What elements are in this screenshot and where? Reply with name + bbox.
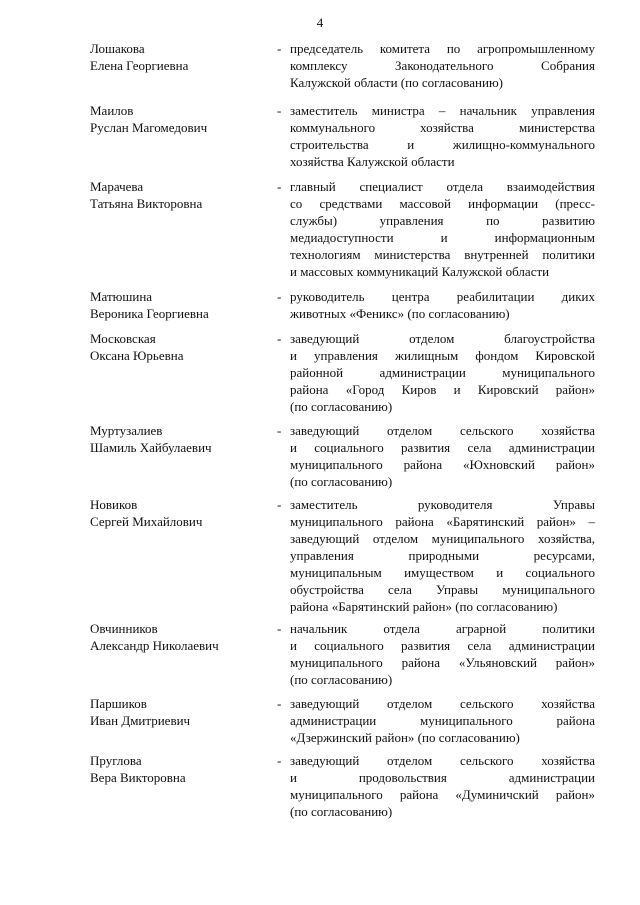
position-line: и массовых коммуникаций Калужской области [290,264,550,279]
position-line: администрации муниципального района [290,713,595,728]
position-line: управления природными ресурсами, [290,548,595,563]
member-surname: Марачева [90,179,144,194]
member-name [90,422,270,456]
position-line: района «Барятинский район» (по согласованию) [290,599,558,614]
position-line: председатель комитета по агропромышленному [290,41,595,56]
member-position [290,695,595,746]
position-line: животных «Феникс» (по согласованию) [290,306,510,321]
member-position [290,752,595,820]
member-given-names: Татьяна Викторовна [90,196,203,211]
position-line: и управления жилищным фондом Кировской [290,348,595,363]
member-position [290,288,595,322]
position-line: района «Город Киров и Кировский район» [290,382,595,397]
list-dash: - [277,753,282,768]
position-line: службы) управления по развитию [290,213,595,228]
member-given-names: Сергей Михайлович [90,514,203,529]
position-line: главный специалист отдела взаимодействия [290,179,595,194]
position-line: районной администрации муниципального [290,365,595,380]
member-name [90,330,270,364]
position-line: и социального развития села администрации [290,638,595,653]
position-line: муниципальным имуществом и социального [290,565,595,580]
position-line: комплексу Законодательного Собрания [290,58,595,73]
member-name [90,496,270,530]
position-line: хозяйства Калужской области [290,154,455,169]
position-line: заведующий отделом муниципального хозяйства, [290,531,595,546]
member-given-names: Елена Георгиевна [90,58,189,73]
member-position [290,620,595,688]
position-line: муниципального района «Ульяновский район» [290,655,595,670]
position-line: муниципального района «Барятинский район» – [290,514,595,529]
member-position [290,496,595,615]
member-surname: Новиков [90,497,138,512]
list-dash: - [277,289,282,304]
member-name [90,40,270,74]
list-dash: - [277,423,282,438]
member-name [90,288,270,322]
position-line: заведующий отделом сельского хозяйства [290,423,595,438]
position-line: обустройства села Управы муниципального [290,582,595,597]
member-surname: Маилов [90,103,134,118]
member-name [90,620,270,654]
member-position [290,422,595,490]
member-given-names: Вероника Георгиевна [90,306,209,321]
member-given-names: Вера Викторовна [90,770,186,785]
position-line: муниципального района «Думиничский район» [290,787,595,802]
position-line: (по согласованию) [290,474,393,489]
member-position [290,330,595,415]
member-given-names: Оксана Юрьевна [90,348,184,363]
member-name [90,752,270,786]
position-line: Калужской области (по согласованию) [290,75,503,90]
list-dash: - [277,41,282,56]
position-line: и продовольствия администрации [290,770,595,785]
list-dash: - [277,696,282,711]
position-line: строительства и жилищно-коммунального [290,137,595,152]
page-number: 4 [316,15,324,30]
member-given-names: Александр Николаевич [90,638,219,653]
member-name [90,695,270,729]
member-surname: Овчинников [90,621,158,636]
member-name [90,178,270,212]
member-position [290,40,595,91]
member-position [290,178,595,280]
list-dash: - [277,331,282,346]
list-dash: - [277,621,282,636]
position-line: заведующий отделом сельского хозяйства [290,753,595,768]
member-surname: Лошакова [90,41,145,56]
list-dash: - [277,179,282,194]
position-line: со средствами массовой информации (пресс- [290,196,595,211]
position-line: и социального развития села администрации [290,440,595,455]
member-given-names: Шамиль Хайбулаевич [90,440,212,455]
member-surname: Матюшина [90,289,153,304]
position-line: (по согласованию) [290,672,393,687]
list-dash: - [277,497,282,512]
position-line: заместитель руководителя Управы [290,497,595,512]
member-position [290,102,595,170]
list-dash: - [277,103,282,118]
position-line: начальник отдела аграрной политики [290,621,595,636]
member-name [90,102,270,136]
position-line: технологиям министерства внутренней политики [290,247,595,262]
position-line: (по согласованию) [290,804,393,819]
member-given-names: Иван Дмитриевич [90,713,191,728]
member-surname: Пруглова [90,753,142,768]
position-line: муниципального района «Юхновский район» [290,457,595,472]
position-line: «Дзержинский район» (по согласованию) [290,730,520,745]
position-line: (по согласованию) [290,399,393,414]
position-line: заместитель министра – начальник управления [290,103,595,118]
member-surname: Московская [90,331,156,346]
member-given-names: Руслан Магомедович [90,120,208,135]
member-surname: Паршиков [90,696,147,711]
member-surname: Муртузалиев [90,423,163,438]
position-line: медиадоступности и информационным [290,230,595,245]
position-line: руководитель центра реабилитации диких [290,289,595,304]
position-line: заведующий отделом сельского хозяйства [290,696,595,711]
position-line: заведующий отделом благоустройства [290,331,595,346]
position-line: коммунального хозяйства министерства [290,120,595,135]
